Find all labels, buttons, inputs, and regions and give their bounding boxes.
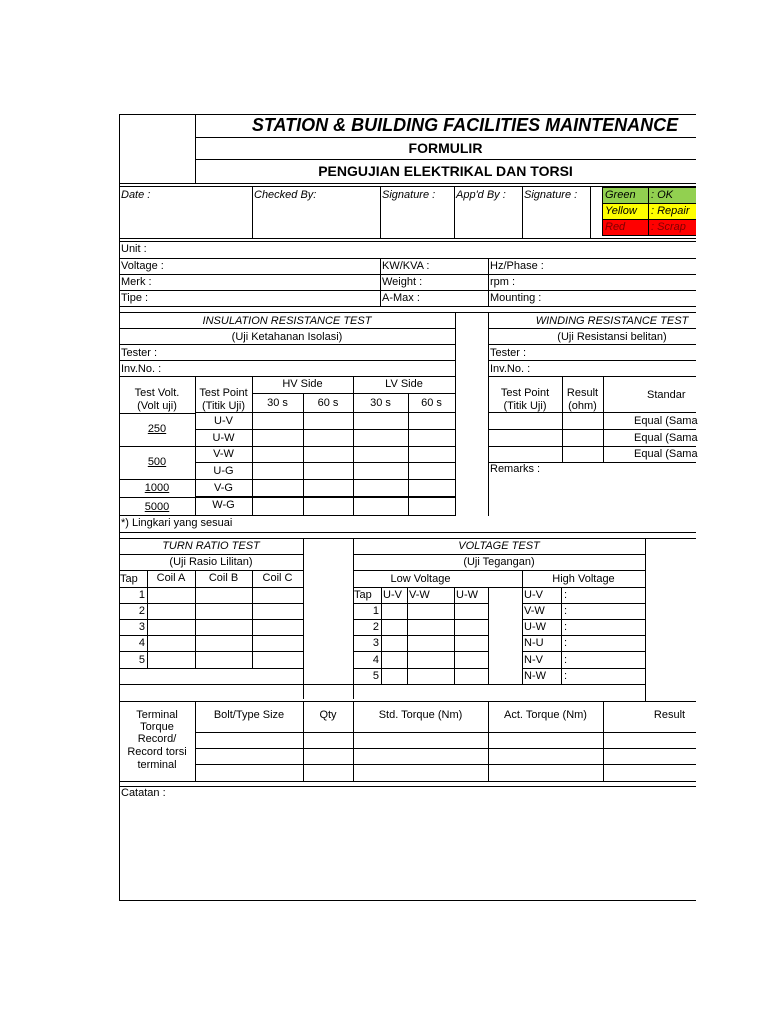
winding-result-header: Result [566, 387, 599, 399]
signature-field-2[interactable]: Signature : [524, 189, 578, 201]
low-voltage-header: Low Voltage [390, 573, 451, 585]
lv-30s-header: 30 s [370, 397, 391, 409]
winding-test-point-subheader: (Titik Uji) [503, 400, 547, 412]
test-volt-250[interactable]: 250 [147, 423, 167, 435]
hv-point-nu: N-U [524, 637, 544, 649]
insulation-test-title: INSULATION RESISTANCE TEST [202, 315, 372, 327]
test-volt-500[interactable]: 500 [147, 456, 167, 468]
hv-colon-1: : [564, 589, 568, 601]
checked-by-field[interactable]: Checked By: [254, 189, 317, 201]
torque-label-line-3: Record/ [137, 733, 177, 745]
test-point-uv: U-V [214, 415, 233, 427]
hv-60s-header: 60 s [317, 397, 339, 409]
turn-ratio-tap-1: 1 [138, 589, 145, 601]
signature-field-1[interactable]: Signature : [382, 189, 436, 201]
voltage-test-title: VOLTAGE TEST [458, 540, 540, 552]
test-point-subheader: (Titik Uji) [202, 400, 245, 412]
torque-label-line-2: Torque [140, 721, 174, 733]
test-point-vg: V-G [214, 482, 233, 494]
winding-inv-no-field[interactable]: Inv.No. : [490, 363, 531, 375]
result-header: Result [653, 709, 686, 721]
test-volt-5000[interactable]: 5000 [144, 501, 170, 513]
hv-colon-5: : [564, 654, 568, 666]
insulation-tester-field[interactable]: Tester : [121, 347, 158, 359]
turn-ratio-tap-3: 3 [138, 621, 145, 633]
hv-point-uw: U-W [524, 621, 546, 633]
hv-point-uv: U-V [524, 589, 543, 601]
winding-standar-header: Standar [647, 389, 686, 401]
turn-ratio-tap-header: Tap [120, 573, 138, 585]
test-point-ug: U-G [213, 465, 234, 477]
winding-test-subtitle: (Uji Resistansi belitan) [557, 331, 667, 343]
lv-side-header: LV Side [385, 378, 423, 390]
rpm-field[interactable]: rpm : [490, 276, 516, 288]
voltage-tap-5: 5 [372, 670, 379, 682]
voltage-tap-3: 3 [372, 637, 379, 649]
kw-kva-field[interactable]: KW/KVA : [382, 260, 430, 272]
voltage-uw-header: U-W [456, 589, 478, 601]
hz-phase-field[interactable]: Hz/Phase : [490, 260, 544, 272]
voltage-vw-header: V-W [409, 589, 430, 601]
unit-field[interactable]: Unit : [121, 243, 147, 255]
a-max-field[interactable]: A-Max : [382, 292, 420, 304]
hv-point-nv: N-V [524, 654, 543, 666]
winding-standar-row-2: Equal (Sama [634, 432, 698, 444]
lv-60s-header: 60 s [421, 397, 442, 409]
form-subtitle: PENGUJIAN ELEKTRIKAL DAN TORSI [318, 163, 573, 179]
merk-field[interactable]: Merk : [121, 276, 152, 288]
test-volt-subheader: (Volt uji) [137, 400, 177, 412]
voltage-test-subtitle: (Uji Tegangan) [463, 556, 535, 568]
approved-by-field[interactable]: App'd By : [456, 189, 506, 201]
form-title: STATION & BUILDING FACILITIES MAINTENANCE [251, 115, 679, 135]
torque-label-line-1: Terminal [136, 709, 178, 721]
voltage-tap-1: 1 [372, 605, 379, 617]
legend-yellow-color: Yellow [603, 204, 649, 219]
test-volt-header: Test Volt. [134, 387, 180, 399]
winding-test-title: WINDING RESISTANCE TEST [535, 315, 689, 327]
act-torque-header: Act. Torque (Nm) [504, 709, 587, 721]
coil-a-header: Coil A [156, 572, 186, 584]
mounting-field[interactable]: Mounting : [490, 292, 542, 304]
turn-ratio-tap-4: 4 [138, 637, 145, 649]
turn-ratio-tap-2: 2 [138, 605, 145, 617]
insulation-test-subtitle: (Uji Ketahanan Isolasi) [231, 331, 343, 343]
voltage-tap-2: 2 [372, 621, 379, 633]
coil-b-header: Coil B [208, 572, 239, 584]
test-point-wg: W-G [212, 499, 235, 511]
bolt-type-size-header: Bolt/Type Size [213, 709, 285, 721]
legend-yellow-status: : Repair [649, 204, 696, 219]
catatan-field[interactable]: Catatan : [121, 787, 166, 799]
hv-colon-4: : [564, 637, 568, 649]
torque-label-line-4: Record torsi [127, 746, 187, 758]
insulation-inv-no-field[interactable]: Inv.No. : [121, 363, 162, 375]
torque-label-line-5: terminal [137, 759, 177, 771]
voltage-tap-header: Tap [354, 589, 372, 601]
hv-colon-3: : [564, 621, 568, 633]
hv-30s-header: 30 s [267, 397, 288, 409]
winding-standar-row-3: Equal (Sama [634, 448, 698, 460]
legend-red-color: Red [603, 220, 649, 235]
weight-field[interactable]: Weight : [382, 276, 423, 288]
winding-result-subheader: (ohm) [568, 400, 597, 412]
turn-ratio-tap-5: 5 [138, 654, 145, 666]
winding-tester-field[interactable]: Tester : [490, 347, 527, 359]
hv-point-vw: V-W [524, 605, 545, 617]
remarks-field[interactable]: Remarks : [490, 463, 541, 475]
tipe-field[interactable]: Tipe : [121, 292, 149, 304]
coil-c-header: Coil C [262, 572, 293, 584]
test-point-header: Test Point [199, 387, 248, 399]
legend-green-status: : OK [649, 188, 696, 203]
test-volt-1000[interactable]: 1000 [144, 482, 170, 494]
hv-side-header: HV Side [282, 378, 323, 390]
hv-colon-6: : [564, 670, 568, 682]
date-field[interactable]: Date : [121, 189, 151, 201]
test-point-vw: V-W [213, 448, 234, 460]
std-torque-header: Std. Torque (Nm) [378, 709, 463, 721]
turn-ratio-subtitle: (Uji Rasio Lilitan) [169, 556, 253, 568]
qty-header: Qty [319, 709, 337, 721]
winding-test-point-header: Test Point [500, 387, 550, 399]
legend-green-color: Green [603, 188, 649, 203]
turn-ratio-title: TURN RATIO TEST [162, 540, 260, 552]
test-point-uw: U-W [212, 432, 235, 444]
voltage-field[interactable]: Voltage : [121, 260, 164, 272]
voltage-uv-header: U-V [383, 589, 402, 601]
circle-note: *) Lingkari yang sesuai [121, 517, 233, 529]
form-label: FORMULIR [408, 140, 483, 156]
hv-point-nw: N-W [524, 670, 546, 682]
voltage-tap-4: 4 [372, 654, 379, 666]
winding-standar-row-1: Equal (Sama [634, 415, 698, 427]
hv-colon-2: : [564, 605, 568, 617]
legend-red-status: : Scrap [649, 220, 696, 235]
high-voltage-header: High Voltage [552, 573, 615, 585]
